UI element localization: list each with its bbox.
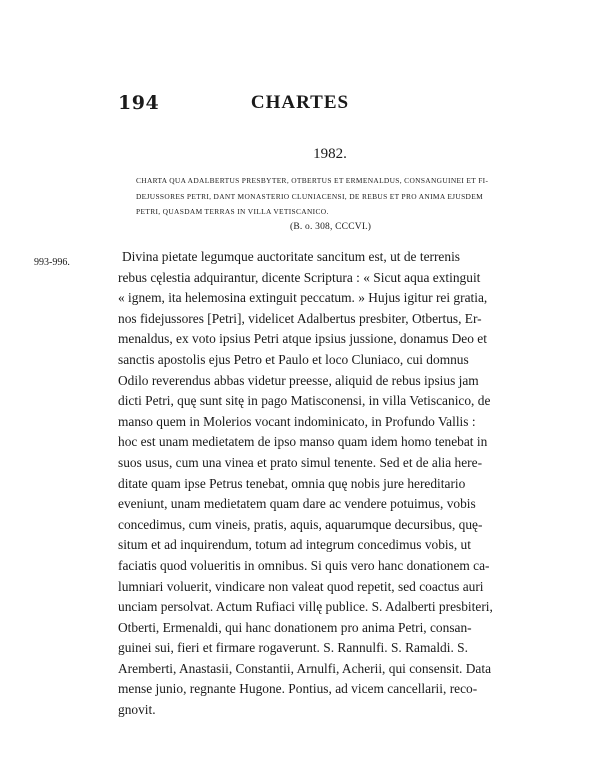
body-line: situm et ad inquirendum, totum ad integrum concedimus vobis, ut bbox=[118, 537, 471, 553]
body-line: faciatis quod volueritis in omnibus. Si quis vero hanc donationem ca- bbox=[118, 557, 490, 573]
body-line: manso quem in Molerios vocant indominicato, in Profundo Vallis : bbox=[118, 413, 476, 429]
body-line: lumniari voluerit, vindicare non valeat quod repetit, sed coactus auri bbox=[118, 578, 484, 594]
summary-line: CHARTA QUA ADALBERTUS PRESBYTER, OTBERTUS ET ERMENALDUS, CONSANGUINEI ET FI- bbox=[136, 176, 489, 185]
body-line: menaldus, ex voto ipsius Petri atque ipsius jussione, donamus Deo et bbox=[118, 331, 487, 347]
body-line: « ignem, ita helemosina extinguit peccatum. » Hujus igitur rei gratia, bbox=[118, 290, 488, 306]
running-title: CHARTES bbox=[250, 92, 350, 113]
page-number: 194 bbox=[118, 92, 160, 114]
body-line: ditate quam ipse Petrus tenebat, omnia quę nobis jure hereditario bbox=[118, 475, 466, 491]
body-line: sanctis apostolis ejus Petro et Paulo et loco Cluniaco, cui domnus bbox=[118, 351, 469, 367]
body-line: Otberti, Ermenaldi, qui hanc donationem pro anima Petri, consan- bbox=[118, 619, 472, 635]
body-line: unciam persolvat. Actum Rufiaci villę publice. S. Adalberti presbiteri, bbox=[118, 599, 493, 615]
body-line: nos fidejussores [Petri], videlicet Adalbertus presbiter, Otbertus, Er- bbox=[118, 310, 482, 326]
body-line: suos usus, cum una vinea et prato simul tenente. Sed et de alia here- bbox=[118, 454, 483, 470]
body-line: dicti Petri, quę sunt sitę in pago Matisconensi, in villa Vetiscanico, de bbox=[118, 393, 491, 409]
body-line: Aremberti, Anastasii, Constantii, Arnulfi, Acherii, qui consensit. Data bbox=[118, 660, 492, 676]
body-line: mense junio, regnante Hugone. Pontius, ad vicem cancellarii, reco- bbox=[118, 681, 478, 697]
charter-body bbox=[118, 247, 518, 721]
summary-line: DEJUSSORES PETRI, DANT MONASTERIO CLUNIACENSI, DE REBUS ET PRO ANIMA EJUSDEM bbox=[136, 191, 484, 201]
source-reference: (B. o. 308, CCCVI.) bbox=[290, 222, 372, 232]
body-line: rebus cęlestia adquirantur, dicente Scriptura : « Sicut aqua extinguit bbox=[118, 269, 481, 285]
body-line: Odilo reverendus abbas videtur preesse, aliquid de rebus ipsius jam bbox=[118, 372, 479, 388]
margin-date: 993-996. bbox=[34, 257, 70, 268]
body-line: guinei sui, fieri et firmare rogaverunt. S. Rannulfi. S. Ramaldi. S. bbox=[118, 640, 468, 656]
body-line: eveniunt, unam medietatem quam dare ac vendere potuimus, vobis bbox=[118, 496, 476, 512]
charter-summary bbox=[136, 173, 492, 220]
body-line: gnovit. bbox=[118, 702, 156, 718]
body-line: Divina pietate legumque auctoritate sancitum est, ut de terrenis bbox=[122, 249, 460, 264]
body-line: concedimus, cum vineis, pratis, aquis, aquarumque decursibus, quę- bbox=[118, 516, 483, 532]
charter-number: 1982. bbox=[313, 146, 347, 162]
body-line: hoc est unam medietatem de ipso manso quam idem homo tenebat in bbox=[118, 434, 488, 450]
summary-line: PETRI, QUASDAM TERRAS IN VILLA VETISCANICO. bbox=[136, 207, 329, 216]
